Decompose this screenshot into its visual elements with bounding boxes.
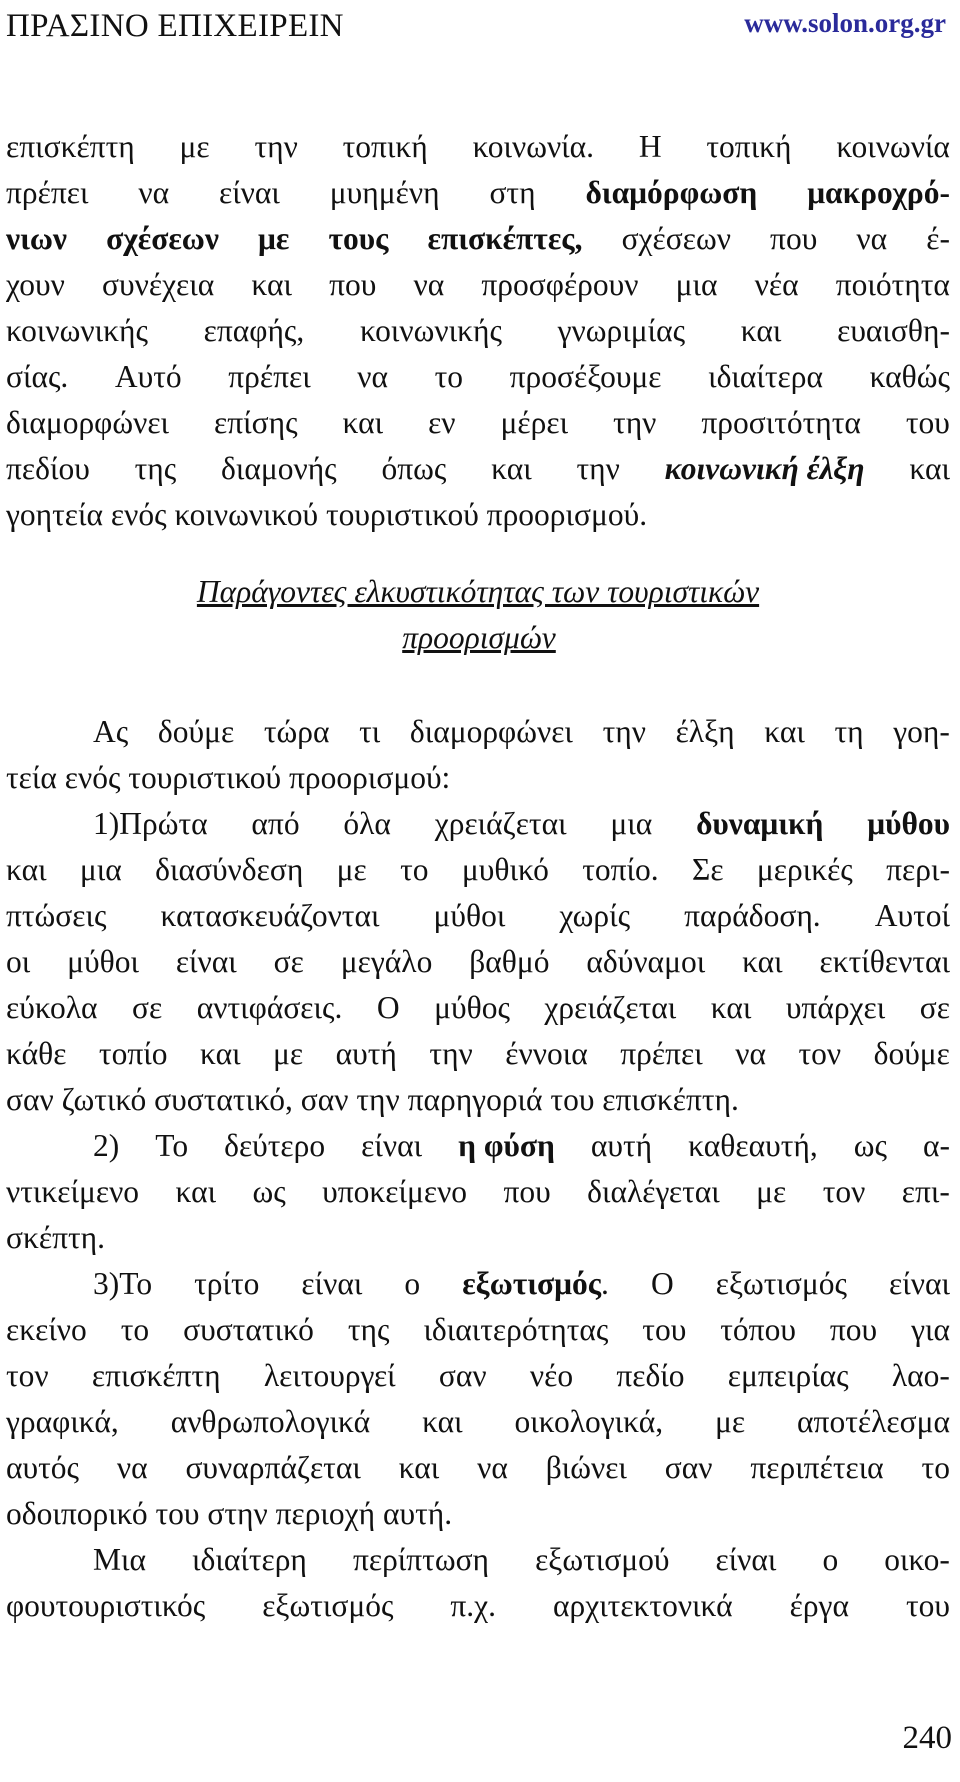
word: Ας (93, 714, 129, 749)
word: που (329, 267, 377, 302)
word: μύθοι (433, 898, 506, 933)
word: ευαισθη- (837, 313, 950, 348)
word: όλα (343, 806, 391, 841)
word: Η (638, 129, 662, 164)
word: και (710, 990, 752, 1025)
word: επίσης (214, 405, 298, 440)
word: τοπική (706, 129, 792, 164)
word: συστατικό (183, 1312, 314, 1347)
word: πρέπει (620, 1036, 703, 1071)
text-line (6, 893, 950, 939)
word: το (120, 1312, 150, 1347)
word: να (357, 359, 389, 394)
word: και (740, 313, 782, 348)
word: περίπτωση (352, 1542, 490, 1577)
word: ως (252, 1174, 286, 1209)
section-heading-line-2: προορισμών (402, 620, 556, 655)
word: δούμε (157, 714, 235, 749)
word: παράδοση. (684, 898, 821, 933)
word: Αυτό (114, 359, 182, 394)
word: εκτίθενται (819, 944, 950, 979)
word: μια (675, 267, 718, 302)
word: κοινωνία (836, 129, 950, 164)
word: έργα (789, 1588, 849, 1623)
word: ιδιαιτερότητας (423, 1312, 609, 1347)
word: τώρα (263, 714, 330, 749)
text-line (6, 124, 950, 170)
list-item-1-line (6, 801, 950, 847)
word: διαλέγεται (587, 1174, 720, 1209)
word: συναρπάζεται (185, 1450, 361, 1485)
word: για (911, 1312, 950, 1347)
word: μέρει (500, 405, 569, 440)
word: την (613, 405, 657, 440)
word: οι (6, 944, 31, 979)
word: γοη- (893, 714, 950, 749)
word: υποκείμενο (322, 1174, 468, 1209)
word: τοπική (342, 129, 428, 164)
word: και (175, 1174, 217, 1209)
word: κοινωνία. (472, 129, 595, 164)
word: εκείνο (6, 1312, 87, 1347)
word: και (342, 405, 384, 440)
word: σίας. (6, 359, 69, 394)
text-line (6, 1583, 950, 1629)
word: 3)Το (93, 1266, 153, 1301)
word: αποτέλεσμα (797, 1404, 950, 1439)
word: εξωτισμός (462, 1266, 602, 1301)
word: να (138, 175, 170, 210)
word: ο (822, 1542, 839, 1577)
word: σε (132, 990, 163, 1025)
word: μυθικό (461, 852, 549, 887)
word: εξωτισμός (262, 1588, 394, 1623)
word: εξωτισμού (535, 1542, 670, 1577)
word: Ο (376, 990, 400, 1025)
word: επισκέπτες, (427, 221, 583, 256)
word: ντικείμενο (6, 1174, 140, 1209)
word: όπως (381, 451, 447, 486)
word: πρέπει (6, 175, 89, 210)
page-header (0, 6, 960, 54)
word: και (764, 714, 805, 749)
text-line (6, 709, 950, 755)
word: του (642, 1312, 687, 1347)
word: τοπίο (98, 1036, 168, 1071)
word: σχέσεων (621, 221, 731, 256)
word: να (856, 221, 888, 256)
word: εύκολα (6, 990, 98, 1025)
text-line (6, 262, 950, 308)
word: βιώνει (545, 1450, 627, 1485)
word: γνωριμίας (557, 313, 686, 348)
header-url[interactable]: www.solon.org.gr (744, 8, 946, 38)
text-line (6, 1399, 950, 1445)
word: μύθοι (67, 944, 139, 979)
word: και (491, 451, 532, 486)
word: . (601, 1266, 609, 1301)
word: αυτή (590, 1128, 653, 1163)
word: είναι (301, 1266, 363, 1301)
word: Μια (93, 1542, 146, 1577)
word: δεύτερο (224, 1128, 326, 1163)
word: είναι (218, 175, 280, 210)
word: τρίτο (194, 1266, 260, 1301)
word: α- (922, 1128, 950, 1163)
list-item-3-line (6, 1261, 950, 1307)
word: συνέχεια (102, 267, 215, 302)
word: αυτή (335, 1036, 397, 1071)
word: προσφέρουν (481, 267, 639, 302)
header-title: ΠΡΑΣΙΝΟ ΕΠΙΧΕΙΡΕΙΝ (6, 8, 344, 44)
word: πεδίου (6, 451, 90, 486)
word: Αυτοί (874, 898, 950, 933)
page-number: 240 (902, 1720, 952, 1756)
word: Σε (691, 852, 724, 887)
word: πτώσεις (6, 898, 107, 933)
word: το (921, 1450, 950, 1485)
word: τοπίο. (582, 852, 659, 887)
word: να (477, 1450, 508, 1485)
word: χουν (6, 267, 65, 302)
text-line (6, 847, 950, 893)
word: ιδιαίτερα (708, 359, 823, 394)
text-line (6, 939, 950, 985)
word: από (251, 806, 300, 841)
word: με (258, 221, 290, 256)
word: χρειάζεται (544, 990, 677, 1025)
text-line (6, 1169, 950, 1215)
word-group (462, 1261, 609, 1307)
word: και (398, 1450, 440, 1485)
word: την (602, 714, 646, 749)
word: τι (359, 714, 381, 749)
word: επισκέπτη (91, 1358, 221, 1393)
word: βαθμό (469, 944, 550, 979)
page-body (6, 124, 950, 1629)
text-line (6, 1307, 950, 1353)
word: αδύναμοι (586, 944, 706, 979)
word: με (756, 1174, 787, 1209)
word: και (742, 944, 783, 979)
word: ιδιαίτερη (192, 1542, 307, 1577)
word: προσιτότητα (701, 405, 861, 440)
word: να (413, 267, 445, 302)
word: οικολογικά, (514, 1404, 664, 1439)
word: διαμονής (221, 451, 337, 486)
word: του (905, 1588, 950, 1623)
word: δυναμική (696, 806, 824, 841)
word: καθεαυτή, (688, 1128, 818, 1163)
word: 1)Πρώτα (93, 806, 208, 841)
word: νέα (754, 267, 799, 302)
word: να (116, 1450, 148, 1485)
word: και (251, 267, 292, 302)
text-line: γοητεία ενός κοινωνικού τουριστικού προορισμού. (6, 497, 648, 532)
word: λαο- (891, 1358, 950, 1393)
word: πεδίο (616, 1358, 685, 1393)
word: επαφής, (203, 313, 305, 348)
text-line (6, 354, 950, 400)
word: μύθου (867, 806, 950, 841)
text-line: σαν ζωτικό συστατικό, σαν την παρηγοριά του επισκέπτη. (6, 1082, 739, 1117)
word: μια (79, 852, 122, 887)
word: έλξη (675, 714, 735, 749)
word: χωρίς (559, 898, 631, 933)
word: ως (853, 1128, 887, 1163)
word: ποιότητα (835, 267, 950, 302)
word: που (829, 1312, 878, 1347)
word: κοινωνική έλξη (664, 451, 865, 486)
word: κοινωνικής (360, 313, 502, 348)
text-line: σκέπτη. (6, 1220, 105, 1255)
word: οικο- (884, 1542, 950, 1577)
word: είναι (715, 1542, 777, 1577)
word: κοινωνικής (6, 313, 148, 348)
word: που (503, 1174, 551, 1209)
word: είναι (361, 1128, 423, 1163)
word: έ- (926, 221, 950, 256)
word: μια (610, 806, 653, 841)
word: τόπου (720, 1312, 796, 1347)
word: σε (273, 944, 304, 979)
word: στη (489, 175, 536, 210)
word: υπάρχει (785, 990, 886, 1025)
word: με (179, 129, 210, 164)
text-line (6, 1537, 950, 1583)
word: μεγάλο (340, 944, 433, 979)
word: την (429, 1036, 473, 1071)
word: ανθρωπολογικά (170, 1404, 371, 1439)
word: περι- (886, 852, 950, 887)
text-line (6, 1353, 950, 1399)
word: αντιφάσεις. (196, 990, 343, 1025)
word: με (273, 1036, 304, 1071)
text-line (6, 1031, 950, 1077)
word: διαμορφώνει (6, 405, 170, 440)
word: να (735, 1036, 766, 1071)
word: σχέσεων (106, 221, 219, 256)
text-line (6, 1445, 950, 1491)
word: προσέξουμε (509, 359, 662, 394)
text-line (6, 308, 950, 354)
text-line (6, 400, 950, 446)
word: λειτουργεί (263, 1358, 396, 1393)
word: γραφικά, (6, 1404, 119, 1439)
word: είναι (175, 944, 237, 979)
word: τη (834, 714, 864, 749)
word: εμπειρίας (727, 1358, 849, 1393)
word: νέο (529, 1358, 574, 1393)
word: είναι (889, 1266, 950, 1301)
word: τον (822, 1174, 866, 1209)
section-heading-line-1: Παράγοντες ελκυστικότητας των τουριστικών (196, 574, 760, 609)
word: δούμε (873, 1036, 950, 1071)
word: αρχιτεκτονικά (552, 1588, 733, 1623)
word: περιπέτεια (750, 1450, 884, 1485)
word: μακροχρό- (807, 175, 950, 210)
word: καθώς (869, 359, 950, 394)
word: έννοια (505, 1036, 588, 1071)
word: της (347, 1312, 390, 1347)
word: και (909, 451, 950, 486)
word: που (770, 221, 818, 256)
word: σαν (664, 1450, 713, 1485)
word: τους (328, 221, 389, 256)
text-line (6, 170, 950, 216)
word: το (400, 852, 429, 887)
word: σαν (438, 1358, 487, 1393)
word: π.χ. (450, 1588, 497, 1623)
word: το (434, 359, 464, 394)
word: Το (155, 1128, 189, 1163)
word: και (6, 852, 47, 887)
text-line (6, 216, 950, 262)
word: μύθος (434, 990, 510, 1025)
word: επι- (901, 1174, 950, 1209)
word: διαμόρφωση (585, 175, 758, 210)
word: αυτός (6, 1450, 79, 1485)
word: διαμορφώνει (409, 714, 573, 749)
word: μερικές (756, 852, 853, 887)
word: τον (798, 1036, 842, 1071)
word: του (905, 405, 950, 440)
text-line: τεία ενός τουριστικού προορισμού: (6, 760, 451, 795)
text-line (6, 446, 950, 492)
word: Ο (650, 1266, 674, 1301)
text-line: οδοιπορικό του στην περιοχή αυτή. (6, 1496, 453, 1531)
word: της (134, 451, 177, 486)
word: τον (6, 1358, 49, 1393)
word: με (715, 1404, 746, 1439)
word: 2) (93, 1128, 120, 1163)
word: κατασκευάζονται (160, 898, 380, 933)
word: εν (428, 405, 456, 440)
word: χρειάζεται (434, 806, 567, 841)
word: και (199, 1036, 241, 1071)
word: η φύση (458, 1128, 555, 1163)
word: νιων (6, 221, 67, 256)
word: σε (919, 990, 950, 1025)
text-line (6, 985, 950, 1031)
word: διασύνδεση (155, 852, 304, 887)
word: κάθε (6, 1036, 67, 1071)
word: με (336, 852, 367, 887)
word: εξωτισμός (715, 1266, 847, 1301)
word: την (254, 129, 298, 164)
word: φουτουριστικός (6, 1588, 206, 1623)
word: επισκέπτη (6, 129, 135, 164)
word: πρέπει (228, 359, 311, 394)
list-item-2-line (6, 1123, 950, 1169)
word: μυημένη (329, 175, 440, 210)
word: την (576, 451, 620, 486)
word: ο (404, 1266, 421, 1301)
word: και (422, 1404, 463, 1439)
